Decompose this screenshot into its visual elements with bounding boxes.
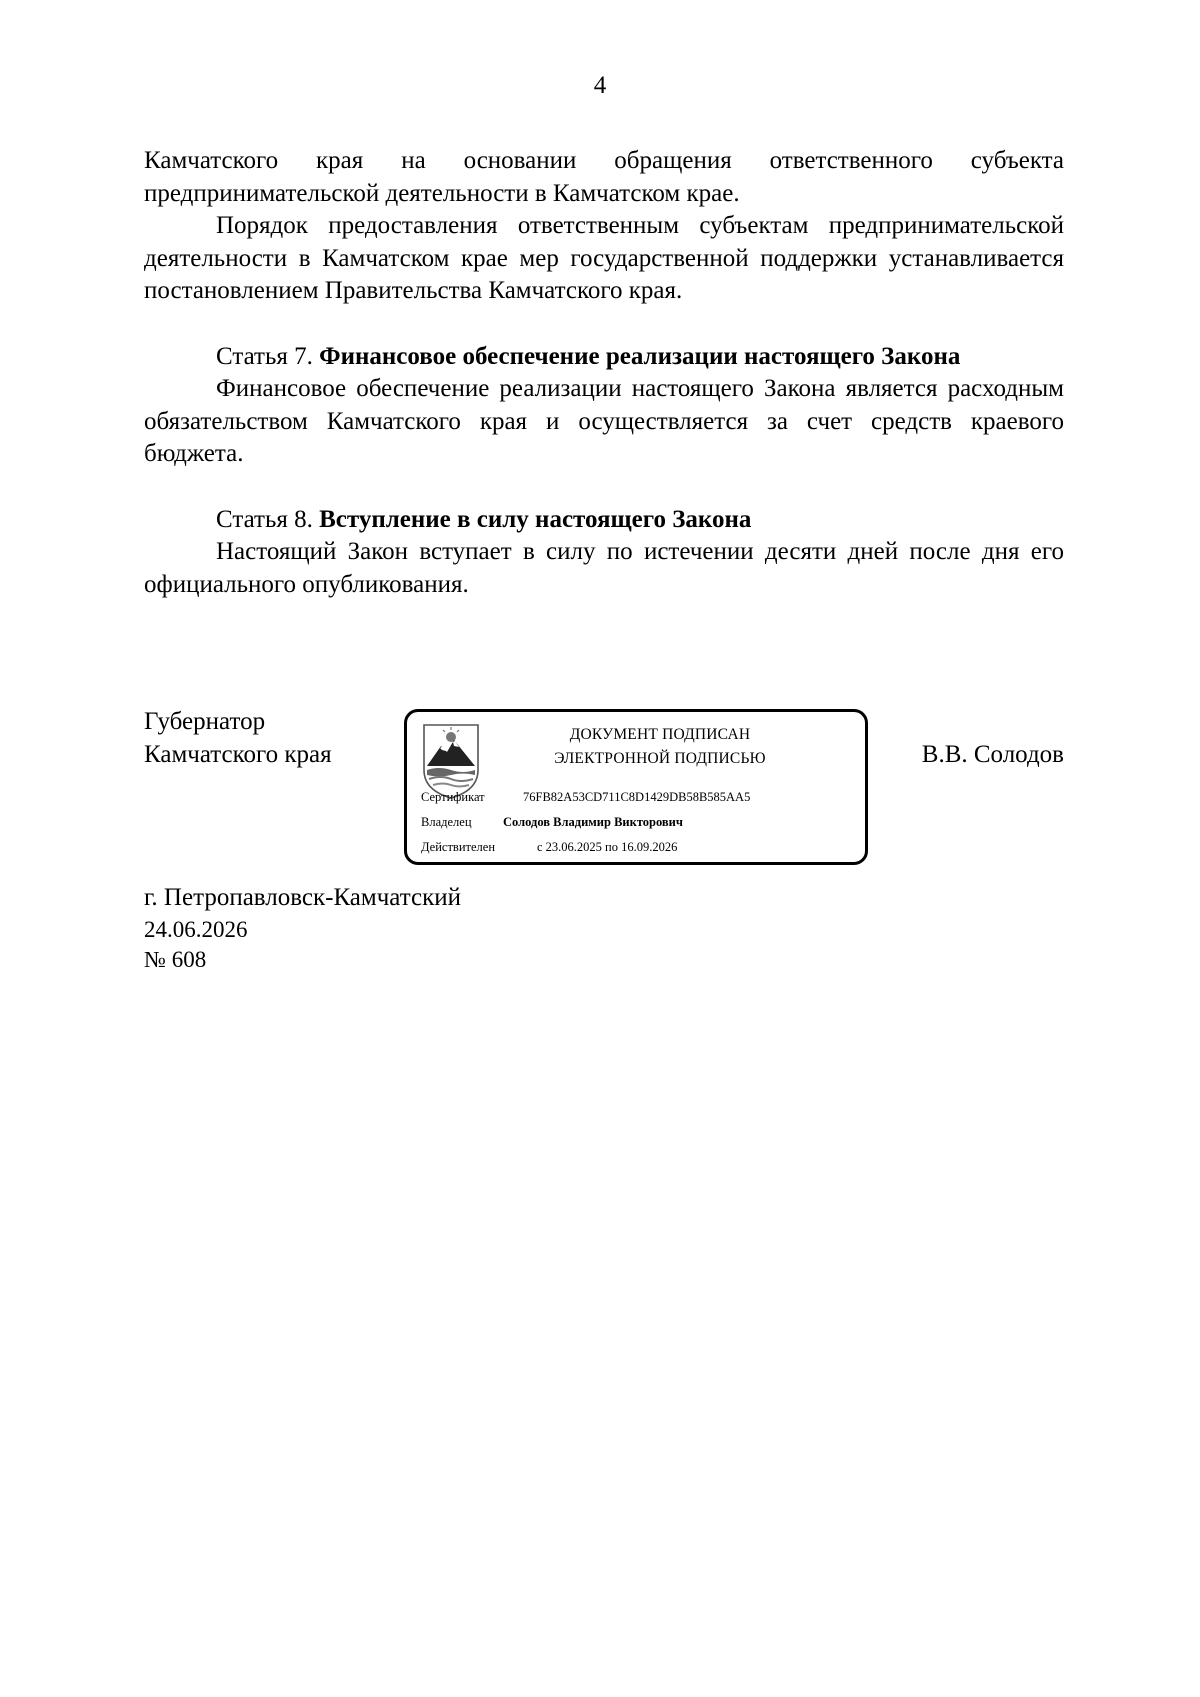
stamp-title-line1: ДОКУМЕНТ ПОДПИСАН [569, 726, 751, 743]
owner-label: Владелец [421, 815, 472, 829]
electronic-signature-stamp [404, 709, 868, 865]
stamp-owner-row [421, 814, 683, 830]
document-footer [144, 882, 461, 975]
signatory-position-line2: Камчатского края [144, 740, 332, 768]
article-7-heading [144, 341, 1064, 374]
page-number: 4 [593, 72, 607, 99]
stamp-title-line2: ЭЛЕКТРОННОЙ ПОДПИСЬЮ [554, 750, 766, 767]
paragraph-continuation: Камчатского края на основании обращения ответственного субъекта предпринимательской деятельности в Камчатском крае. [144, 147, 1064, 207]
signatory-position [144, 706, 332, 771]
article-8-prefix: Статья 8. [216, 505, 313, 533]
stamp-title [495, 723, 825, 771]
article-8-text: Настоящий Закон вступает в силу по истечении десяти дней после дня его официального опубликования. [144, 538, 1064, 598]
paragraph-support-procedure: Порядок предоставления ответственным субъектам предпринимательской деятельности в Камчатском крае мер государственной поддержки устанавливается постановлением Правительства Камчатского края. [144, 212, 1064, 304]
article-8-title: Вступление в силу настоящего Закона [319, 505, 752, 533]
spacer [144, 471, 1064, 504]
validity-value: с 23.06.2025 по 16.09.2026 [537, 840, 678, 854]
signatory-name: В.В. Солодов [921, 741, 1064, 768]
footer-city: г. Петропавловск-Камчатский [144, 884, 461, 911]
article-7-text: Финансовое обеспечение реализации настоящего Закона является расходным обязательством Камчатского края и осуществляется за счет средств краевого бюджета. [144, 375, 1064, 467]
footer-date: 24.06.2026 [144, 916, 248, 942]
footer-number: № 608 [144, 946, 207, 972]
article-8-heading [144, 504, 1064, 537]
certificate-value: 76FB82A53CD711C8D1429DB58B585AA5 [523, 790, 751, 804]
owner-value: Солодов Владимир Викторович [503, 815, 683, 829]
spacer [144, 308, 1064, 341]
article-7-title: Финансовое обеспечение реализации настоящего Закона [319, 342, 961, 370]
article-7-prefix: Статья 7. [216, 342, 313, 370]
document-body [144, 145, 1064, 601]
certificate-label: Сертификат [421, 790, 485, 804]
stamp-certificate-row [421, 789, 750, 805]
stamp-validity-row [421, 839, 677, 855]
validity-label: Действителен [421, 840, 496, 854]
signatory-position-line1: Губернатор [144, 708, 266, 735]
